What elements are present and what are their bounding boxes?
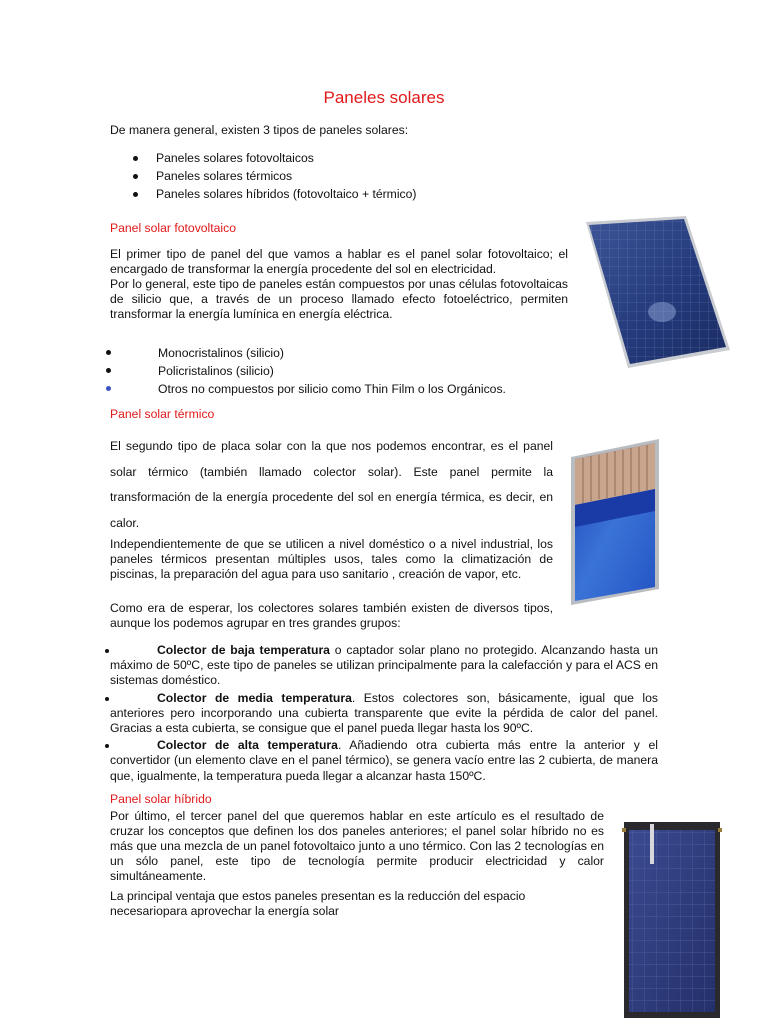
thermal-collector-image — [565, 437, 665, 607]
list-item: Monocristalinos (silicio) — [110, 344, 550, 362]
list-item: Paneles solares híbridos (fotovoltaico + térmico) — [110, 185, 530, 203]
hibrido-paragraph-1: Por último, el tercer panel del que queremos hablar en este artículo es el resultado de cruzar los conceptos que definen los dos paneles anteriores; el panel solar híbrido no es más que una mezcla de un panel fotovoltaico junto a uno térmico. Con las 2 tecnologías en un sólo panel, este tipo de tecnología permite producir electricidad y calor simultáneamente. — [110, 809, 604, 883]
section-heading-fotovoltaico: Panel solar fotovoltaico — [110, 221, 237, 235]
fotovoltaico-list — [110, 344, 550, 398]
fotovoltaico-paragraph-2: Por lo general, este tipo de paneles están compuestos por unas células fotovoltaicas de silicio que, a través de un proceso llamado efecto fotoeléctrico, permiten transformar la energía lumínica en energía eléctrica. — [110, 277, 568, 321]
list-item — [110, 643, 658, 689]
list-item: Policristalinos (silicio) — [110, 362, 550, 380]
group-text: . Añadiendo otra cubierta más entre la anterior y el convertidor (un elemento clave en el panel térmico), se genera vacío entre las 2 cubierta, de manera que, igualmente, la temperatura pueda llegar a alcanzar hasta 150ºC. — [110, 738, 658, 783]
termico-paragraph-2: Independientemente de que se utilicen a nivel doméstico o a nivel industrial, los paneles térmicos presentan múltiples usos, tales como la climatización de piscinas, la preparación del agua para uso sanitario , creación de vapor, etc. — [110, 537, 553, 581]
list-item — [110, 691, 658, 737]
group-title: Colector de alta temperatura — [157, 738, 338, 753]
termico-paragraph-1: El segundo tipo de placa solar con la que nos podemos encontrar, es el panel solar térmico (también llamado colector solar). Este panel permite la transformación de la energía procedente del sol en energía térmica, es decir, en calor. — [110, 439, 553, 530]
termico-paragraph-3: Como era de esperar, los colectores solares también existen de diversos tipos, aunque los podemos agrupar en tres grandes grupos: — [110, 601, 553, 630]
photovoltaic-panel-image — [582, 212, 732, 372]
page-title: Paneles solares — [323, 88, 445, 107]
hybrid-panel-image — [620, 820, 724, 1020]
fotovoltaico-paragraph-1: El primer tipo de panel del que vamos a hablar es el panel solar fotovoltaico; el encargado de transformar la energía procedente del sol en electricidad. — [110, 247, 568, 276]
group-title: Colector de baja temperatura — [157, 643, 330, 657]
section-heading-termico: Panel solar térmico — [110, 407, 215, 421]
types-list — [110, 149, 530, 203]
list-item: Paneles solares térmicos — [110, 167, 530, 185]
collector-groups-list — [110, 643, 658, 786]
list-item: Otros no compuestos por silicio como Thin Film o los Orgánicos. — [110, 380, 550, 398]
list-item — [110, 738, 658, 784]
group-title: Colector de media temperatura — [157, 690, 352, 705]
section-heading-hibrido: Panel solar híbrido — [110, 792, 212, 806]
group-text: . Estos colectores son, básicamente, igual que los anteriores pero incorporando una cubierta transparente que evite la pérdida de calor del panel. Gracias a esta cubierta, se consigue que el panel pueda llegar hasta los 90ºC. — [110, 690, 658, 736]
intro-text: De manera general, existen 3 tipos de paneles solares: — [110, 123, 409, 137]
list-item: Paneles solares fotovoltaicos — [110, 149, 530, 167]
group-text: o captador solar plano no protegido. Alcanzando hasta un máximo de 50ºC, este tipo de paneles se utilizan principalmente para la calefacción y para el ACS en sistemas doméstico. — [110, 643, 658, 688]
hibrido-paragraph-2: La principal ventaja que estos paneles presentan es la reducción del espacio necesariopara aprovechar la energía solar — [110, 889, 526, 918]
